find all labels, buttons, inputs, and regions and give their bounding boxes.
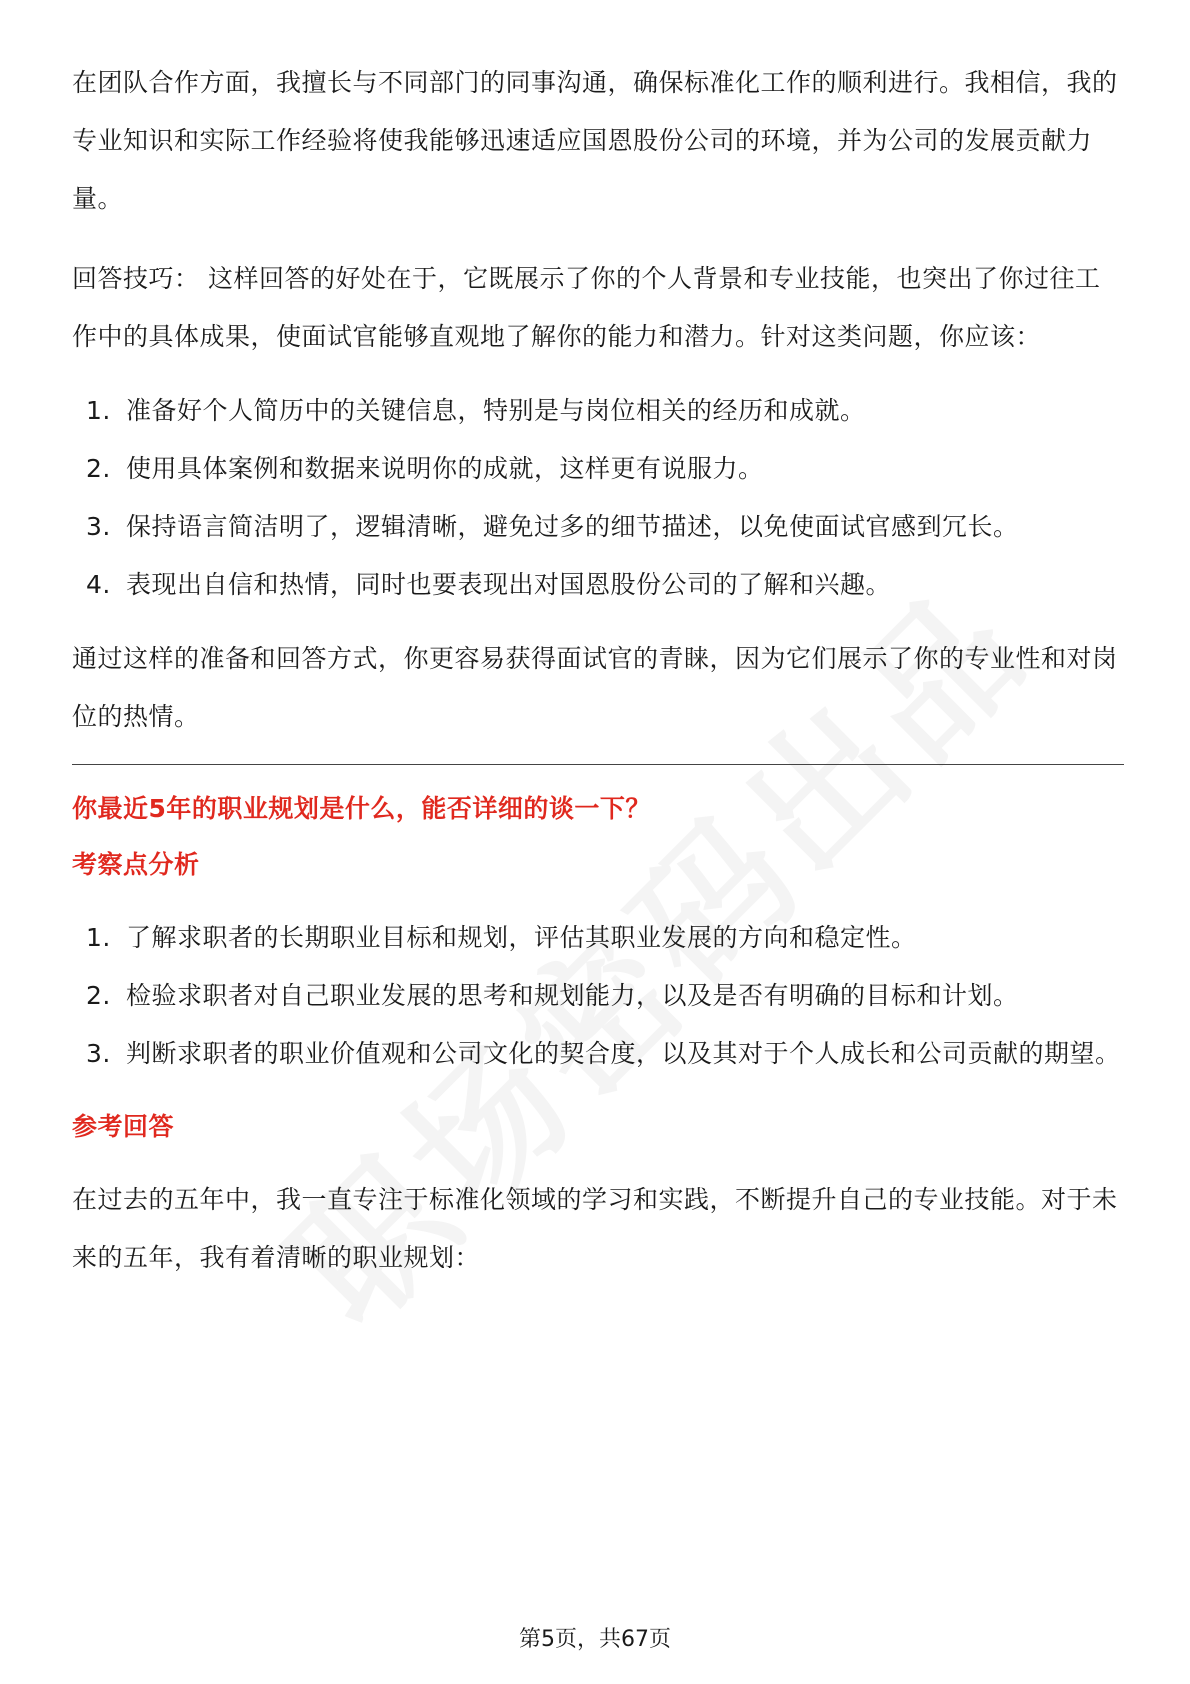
list-item-text: 使用具体案例和数据来说明你的成就，这样更有说服力。	[126, 454, 764, 483]
list-item	[72, 440, 1124, 498]
page-footer: 第5页，共67页	[519, 1627, 671, 1652]
answer-heading: 参考回答	[72, 1112, 175, 1141]
list-item-number: 1.	[86, 923, 111, 952]
list-item-number: 3.	[86, 512, 111, 541]
list-item	[72, 382, 1124, 440]
list-item-text: 判断求职者的职业价值观和公司文化的契合度，以及其对于个人成长和公司贡献的期望。	[126, 1039, 1121, 1068]
list-item-text: 表现出自信和热情，同时也要表现出对国恩股份公司的了解和兴趣。	[126, 570, 892, 599]
analysis-heading: 考察点分析	[72, 850, 200, 879]
list-item-text: 了解求职者的长期职业目标和规划，评估其职业发展的方向和稳定性。	[126, 923, 917, 952]
tips-list	[72, 382, 1124, 614]
list-item-number: 2.	[86, 454, 111, 483]
list-item	[72, 498, 1124, 556]
section-divider	[72, 764, 1124, 765]
list-item-text: 准备好个人简历中的关键信息，特别是与岗位相关的经历和成就。	[126, 396, 866, 425]
list-item	[72, 556, 1124, 614]
answer-tips-paragraph: 回答技巧： 这样回答的好处在于，它既展示了你的个人背景和专业技能，也突出了你过往工作中的具体成果，使面试官能够直观地了解你的能力和潜力。针对这类问题，你应该：	[72, 264, 1101, 351]
answer-paragraph: 在过去的五年中，我一直专注于标准化领域的学习和实践，不断提升自己的专业技能。对于未来的五年，我有着清晰的职业规划：	[72, 1185, 1118, 1272]
list-item-number: 4.	[86, 570, 111, 599]
page-content	[72, 54, 1124, 1287]
closing-paragraph: 通过这样的准备和回答方式，你更容易获得面试官的青睐，因为它们展示了你的专业性和对岗位的热情。	[72, 644, 1118, 731]
list-item-text: 保持语言简洁明了，逻辑清晰，避免过多的细节描述，以免使面试官感到冗长。	[126, 512, 1019, 541]
question-title: 你最近5年的职业规划是什么，能否详细的谈一下？	[72, 794, 651, 823]
list-item-number: 2.	[86, 981, 111, 1010]
list-item	[72, 1025, 1124, 1083]
list-item	[72, 909, 1124, 967]
list-item-number: 3.	[86, 1039, 111, 1068]
list-item-number: 1.	[86, 396, 111, 425]
list-item	[72, 967, 1124, 1025]
intro-paragraph: 在团队合作方面，我擅长与不同部门的同事沟通，确保标准化工作的顺利进行。我相信，我的专业知识和实际工作经验将使我能够迅速适应国恩股份公司的环境，并为公司的发展贡献力量。	[72, 68, 1118, 213]
list-item-text: 检验求职者对自己职业发展的思考和规划能力，以及是否有明确的目标和计划。	[126, 981, 1019, 1010]
analysis-list	[72, 909, 1124, 1083]
